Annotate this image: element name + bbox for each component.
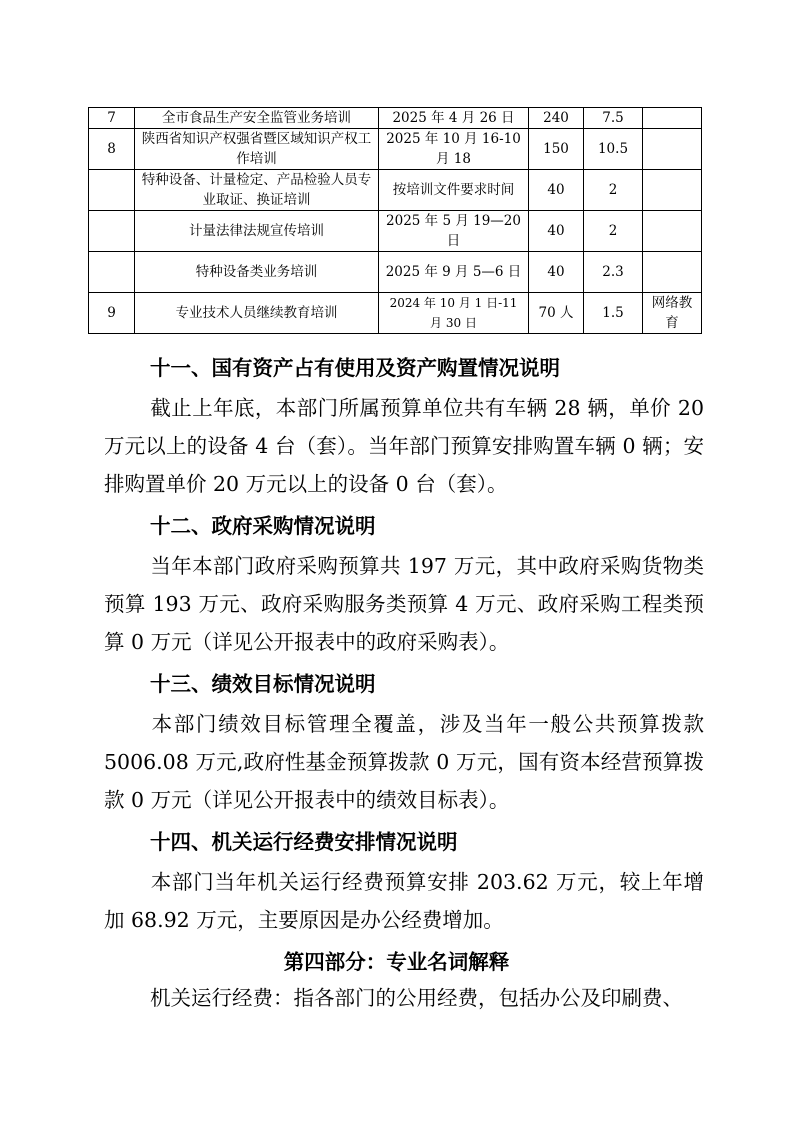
training-days: 2.3 bbox=[584, 252, 643, 293]
part-4-title: 第四部分：专业名词解释 bbox=[283, 950, 510, 974]
training-time: 按培训文件要求时间 bbox=[379, 170, 529, 211]
training-people: 40 bbox=[529, 211, 584, 252]
training-time: 2025 年 9 月 5—6 日 bbox=[379, 252, 529, 293]
training-people: 70 人 bbox=[529, 293, 584, 334]
table-row bbox=[89, 293, 702, 334]
section-12-title: 十二、政府采购情况说明 bbox=[150, 514, 376, 538]
training-time: 2024 年 10 月 1 日-11 月 30 日 bbox=[379, 293, 529, 334]
training-name: 特种设备、计量检定、产品检验人员专业取证、换证培训 bbox=[135, 170, 379, 211]
training-note bbox=[643, 129, 702, 170]
table-row bbox=[89, 129, 702, 170]
row-number bbox=[89, 170, 135, 211]
training-name: 专业技术人员继续教育培训 bbox=[135, 293, 379, 334]
section-11-text bbox=[104, 389, 704, 503]
section-14-title: 十四、机关运行经费安排情况说明 bbox=[150, 830, 458, 854]
section-13-text bbox=[104, 705, 704, 819]
section-11-body: 截止上年底，本部门所属预算单位共有车辆 28 辆，单价 20 万元以上的设备 4 台（套）。当年部门预算安排购置车辆 0 辆；安排购置单价 20 万元以上的设备 0 台（套）。 bbox=[104, 396, 704, 496]
training-name: 全市食品生产安全监管业务培训 bbox=[135, 108, 379, 129]
training-note bbox=[643, 252, 702, 293]
row-number: 9 bbox=[89, 293, 135, 334]
training-days: 2 bbox=[584, 211, 643, 252]
training-days: 7.5 bbox=[584, 108, 643, 129]
training-name: 陕西省知识产权强省暨区域知识产权工作培训 bbox=[135, 129, 379, 170]
training-people: 40 bbox=[529, 252, 584, 293]
row-number: 8 bbox=[89, 129, 135, 170]
section-11-title: 十一、国有资产占有使用及资产购置情况说明 bbox=[150, 356, 560, 380]
training-note: 网络教育 bbox=[643, 293, 702, 334]
part-4-body: 机关运行经费：指各部门的公用经费，包括办公及印刷费、 bbox=[150, 986, 683, 1010]
training-name: 特种设备类业务培训 bbox=[135, 252, 379, 293]
training-note bbox=[643, 211, 702, 252]
section-13-body: 本部门绩效目标管理全覆盖，涉及当年一般公共预算拨款 5006.08 万元,政府性基金预算拨款 0 万元，国有资本经营预算拨款 0 万元（详见公开报表中的绩效目标表）。 bbox=[104, 712, 704, 812]
table-row bbox=[89, 108, 702, 129]
training-time: 2025 年 10 月 16-10 月 18 bbox=[379, 129, 529, 170]
training-people: 150 bbox=[529, 129, 584, 170]
section-14-text bbox=[104, 863, 704, 939]
training-people: 240 bbox=[529, 108, 584, 129]
section-14-body: 本部门当年机关运行经费预算安排 203.62 万元，较上年增加 68.92 万元，主要原因是办公经费增加。 bbox=[104, 870, 704, 932]
table-row bbox=[89, 170, 702, 211]
section-12-body: 当年本部门政府采购预算共 197 万元，其中政府采购货物类预算 193 万元、政府采购服务类预算 4 万元、政府采购工程类预算 0 万元（详见公开报表中的政府采购表）。 bbox=[104, 554, 704, 654]
table-row bbox=[89, 252, 702, 293]
section-13-title: 十三、绩效目标情况说明 bbox=[150, 672, 376, 696]
section-12-text bbox=[104, 547, 704, 661]
training-name: 计量法律法规宣传培训 bbox=[135, 211, 379, 252]
training-days: 10.5 bbox=[584, 129, 643, 170]
table-row bbox=[89, 211, 702, 252]
row-number bbox=[89, 211, 135, 252]
training-people: 40 bbox=[529, 170, 584, 211]
part-4-text bbox=[104, 979, 704, 1017]
training-time: 2025 年 5 月 19—20 日 bbox=[379, 211, 529, 252]
row-number bbox=[89, 252, 135, 293]
training-table bbox=[88, 107, 702, 334]
training-days: 2 bbox=[584, 170, 643, 211]
training-time: 2025 年 4 月 26 日 bbox=[379, 108, 529, 129]
row-number: 7 bbox=[89, 108, 135, 129]
training-note bbox=[643, 170, 702, 211]
training-note bbox=[643, 108, 702, 129]
training-days: 1.5 bbox=[584, 293, 643, 334]
